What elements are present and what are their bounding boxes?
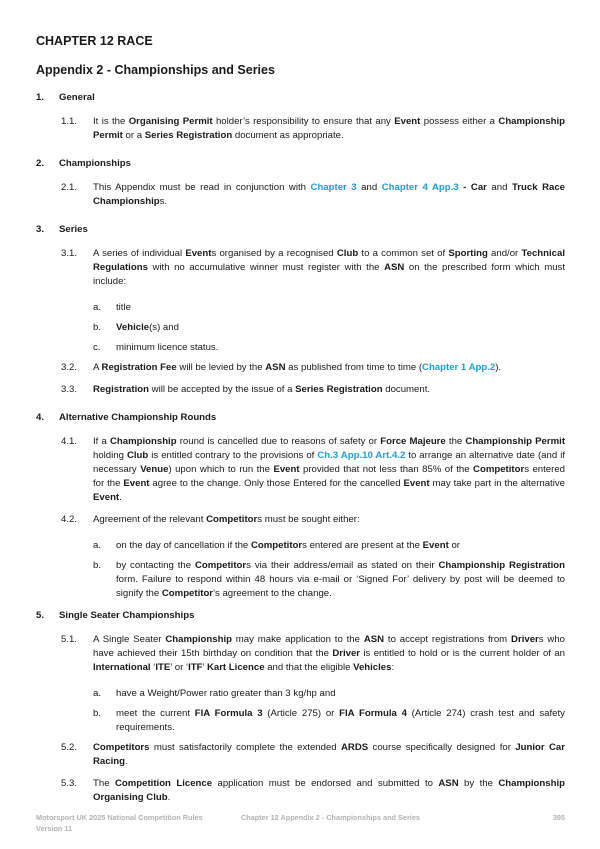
clause: 3.3. Registration will be accepted by the issue of a Series Registration document. xyxy=(61,384,431,395)
list-item: b. Vehicle(s) and xyxy=(93,322,179,333)
section-heading: 4. Alternative Championship Rounds xyxy=(36,412,217,423)
link-chapter-3[interactable]: Chapter 3 xyxy=(310,182,357,193)
list-item: a. have a Weight/Power ratio greater than 3 kg/hp and xyxy=(93,688,336,699)
link-chapter-1-app-2[interactable]: Chapter 1 App.2 xyxy=(422,362,496,373)
document-body xyxy=(36,91,565,813)
list-item: b. by contacting the Competitors via their address/email as stated on their Championship Registration form. Failure to respond within 48 hours via e-mail or ‘Signed For’ delivery by post will be deemed to signify the Competitor’s agreement to the change. xyxy=(93,560,566,599)
clause: 5.3. The Competition Licence application must be endorsed and submitted to ASN by the Championship Organising Club. xyxy=(61,778,565,803)
section-heading: 2. Championships xyxy=(36,158,131,169)
section-heading: 1. General xyxy=(36,92,95,103)
clause: 5.2. Competitors must satisfactorily complete the extended ARDS course specifically designed for Junior Car Racing. xyxy=(61,742,565,767)
list-item: c. minimum licence status. xyxy=(93,342,219,353)
footer-version: Version 11 xyxy=(36,824,73,833)
footer-rules-title: Motorsport UK 2025 National Competition Rules xyxy=(36,813,203,822)
footer-page-number: 395 xyxy=(552,813,565,822)
clause: 4.2. Agreement of the relevant Competitors must be sought either: xyxy=(61,514,360,525)
link-chapter-4-app-3[interactable]: Chapter 4 App.3 xyxy=(381,182,459,193)
section-heading: 5. Single Seater Championships xyxy=(36,610,195,621)
clause: 5.1. A Single Seater Championship may make application to the ASN to accept registrations from Drivers who have achieved their 15th birthday on condition that the Driver is entitled to hold or is the current holder of an International ‘ITE’ or ‘ITF’ Kart Licence and that the eligible Vehicles: xyxy=(61,634,566,673)
link-ch3-app10-art4-2[interactable]: Ch.3 App.10 Art.4.2 xyxy=(317,450,406,461)
clause: 1.1. It is the Organising Permit holder’s responsibility to ensure that any Event possess either a Championship Permit or a Series Registration document as appropriate. xyxy=(61,116,566,141)
clause: 3.2. A Registration Fee will be levied by the ASN as published from time to time (Chapter 1 App.2). xyxy=(61,362,502,373)
clause: 4.1. If a Championship round is cancelled due to reasons of safety or Force Majeure the Championship Permit holding Club is entitled contrary to the provisions of Ch.3 App.10 Art.4.2 to arrange an alternative date (and if necessary Venue) upon which to run the Event provided that not less than 85% of the Competitors entered for the Event agree to the change. Only those Entered for the cancelled Event may take part in the alternative Event. xyxy=(61,436,566,503)
clause: 2.1. This Appendix must be read in conjunction with Chapter 3 and Chapter 4 App.3 - Car and Truck Race Championships. xyxy=(61,182,566,207)
list-item: a. title xyxy=(93,302,131,313)
clause: 3.1. A series of individual Events organised by a recognised Club to a common set of Sporting and/or Technical Regulations with no accumulative winner must register with the ASN on the prescribed form which must include: xyxy=(61,248,566,287)
chapter-title: CHAPTER 12 RACE xyxy=(36,34,153,48)
list-item: b. meet the current FIA Formula 3 (Article 275) or FIA Formula 4 (Article 274) crash test and safety requirements. xyxy=(93,708,565,733)
footer-chapter-title: Chapter 12 Appendix 2 - Championships and Series xyxy=(241,813,420,822)
appendix-title: Appendix 2 - Championships and Series xyxy=(36,63,275,77)
section-heading: 3. Series xyxy=(36,224,88,235)
list-item: a. on the day of cancellation if the Competitors entered are present at the Event or xyxy=(93,540,460,551)
